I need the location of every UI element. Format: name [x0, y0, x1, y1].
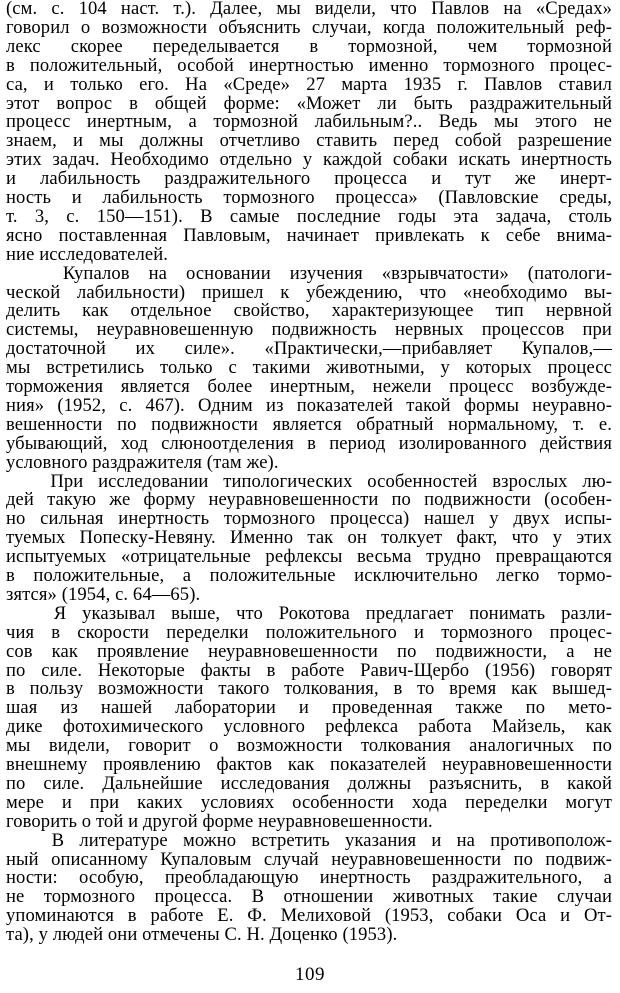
text-line: убывающий, ход слюноотделения в период изолированного действия [6, 432, 612, 454]
text-line: говорить о той и другой форме неуравновешенности. [6, 810, 433, 832]
text-line: ясно поставленная Павловым, начинает привлекать к себе внима- [6, 224, 612, 246]
text-line: мы встретились только с такими животными, у которых процесс [6, 357, 612, 379]
text-line: в положительный, особой инертностью именно тормозного процес- [6, 54, 612, 76]
text-line: достаточной их силе». «Практически,—прибавляет Купалов,— [6, 338, 612, 360]
text-line: шая из нашей лаборатории и проведенная также по мето- [6, 697, 612, 719]
text-line: по силе. Дальнейшие исследования должны разъяснить, в какой [6, 772, 612, 794]
text-line: дике фотохимического условного рефлекса работа Майзель, как [6, 716, 612, 738]
text-line: са, и только его. На «Среде» 27 марта 1935 г. Павлов ставил [6, 73, 612, 95]
text-line: не тормозного процесса. В отношении животных такие случаи [6, 886, 612, 908]
text-line: и лабильность раздражительного процесса и тут же инерт- [6, 168, 612, 190]
text-line: говорил о возможности объяснить случаи, когда положительный реф- [6, 16, 612, 38]
text-line: этот вопрос в общей форме: «Может ли быть раздражительный [6, 92, 612, 114]
text-line: в положительные, а положительные исключительно легко тормо- [6, 565, 612, 586]
text-line: мере и при каких условиях особенности хода переделки могут [6, 791, 612, 813]
text-line: испытуемых «отрицательные рефлексы весьма трудно превращаются [6, 546, 612, 568]
text-line: в пользу возможности такого толкования, в то время как вышед- [6, 678, 612, 700]
text-line: Я указывал выше, что Рокотова предлагает понимать разли- [6, 602, 612, 624]
text-line: этих задач. Необходимо отдельно у каждой собаки искать инертность [6, 149, 612, 171]
text-line: делить как отдельное свойство, характеризующее тип нервной [6, 300, 612, 322]
text-line: дей такую же форму неуравновешенности по подвижности (особен- [6, 489, 612, 511]
text-line: условного раздражителя (там же). [6, 451, 279, 473]
text-line: знаем, и мы должны отчетливо ставить перед собой разрешение [6, 130, 612, 152]
text-line: ческой лабильности) пришел к убеждению, что «необходимо вы- [6, 281, 612, 303]
text-line: но сильная инертность тормозного процесса) нашел у двух испы- [6, 508, 612, 530]
text-line: та), у людей они отмечены С. Н. Доценко (1953). [6, 924, 398, 946]
text-line: чия в скорости переделки положительного и тормозного процес- [6, 621, 612, 643]
text-line: (см. с. 104 наст. т.). Далее, мы видели, что Павлов на «Средах» [6, 0, 612, 19]
text-line: ный описанному Купаловым случай неуравновешенности по подвиж- [6, 848, 612, 870]
text-line: В литературе можно встретить указания и на противополож- [6, 829, 612, 851]
text-line: зятся» (1954, с. 64—65). [6, 583, 201, 605]
text-line: торможения является более инертным, нежели процесс возбужде- [6, 376, 612, 397]
text-line: мы видели, говорит о возможности толкования аналогичных по [6, 735, 612, 757]
text-line: по силе. Некоторые факты в работе Равич-Щербо (1956) говорят [6, 659, 612, 681]
text-line: ность и лабильность тормозного процесса» (Павловские среды, [6, 187, 612, 208]
text-line: т. 3, с. 150—151). В самые последние годы эта задача, столь [6, 205, 612, 227]
text-line: вешенности по подвижности является обратный нормальному, т. е. [6, 413, 612, 435]
text-line: упоминаются в работе Е. Ф. Мелиховой (1953, собаки Оса и От- [6, 905, 612, 927]
text-line: сов как проявление неуравновешенности по подвижности, а не [6, 640, 612, 662]
text-line: ние исследователей. [6, 243, 169, 265]
page-number: 109 [295, 964, 325, 985]
text-line: внешнему проявлению фактов как показателей неуравновешенности [6, 754, 612, 775]
text-line: ности: особую, преобладающую инертность раздражительного, а [6, 867, 612, 889]
text-line: туемых Попеску-Невяну. Именно так он толкует факт, что у этих [6, 527, 612, 549]
text-line: процесс инертным, а тормозной лабильным?.. Ведь мы этого не [6, 111, 612, 133]
text-line: При исследовании типологических особенностей взрослых лю- [6, 470, 612, 492]
text-line: лекс скорее переделывается в тормозной, чем тормозной [6, 35, 612, 57]
text-line: Купалов на основании изучения «взрывчатости» (патологи- [6, 262, 612, 284]
text-line: системы, неуравновешенную подвижность нервных процессов при [6, 319, 612, 341]
text-line: ния» (1952, с. 467). Одним из показателей такой формы неуравно- [6, 394, 612, 416]
